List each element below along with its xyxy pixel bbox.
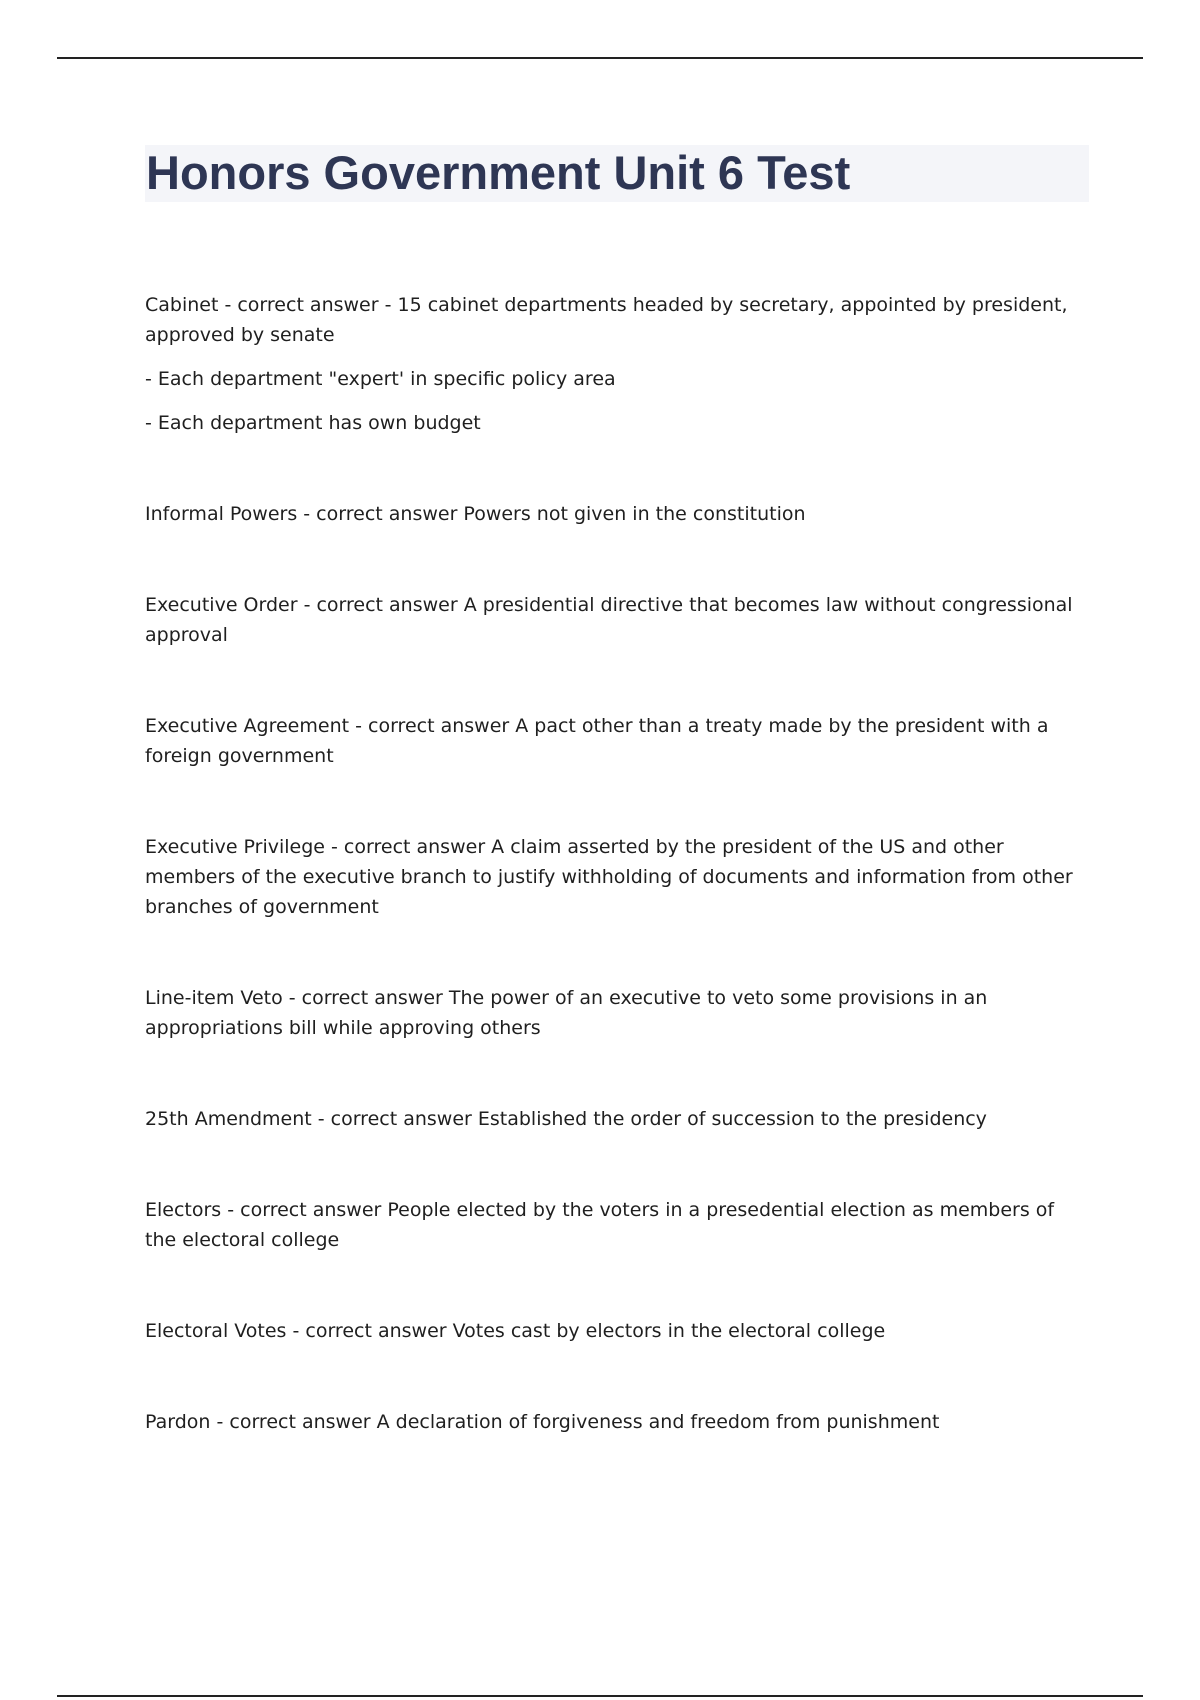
entry-executive-agreement — [145, 711, 1085, 771]
entry-text: Executive Privilege - correct answer A claim asserted by the president of the US and other members of the executive branch to justify withholding of documents and information from other branches of government — [145, 836, 1073, 918]
flashcard-list — [145, 290, 1085, 1437]
entry-executive-privilege — [145, 832, 1085, 922]
entry-text: Executive Agreement - correct answer A pact other than a treaty made by the president with a foreign government — [145, 715, 1049, 767]
entry-electors — [145, 1195, 1085, 1255]
entry-text: 25th Amendment - correct answer Established the order of succession to the presidency — [145, 1108, 987, 1130]
entry-text: Line-item Veto - correct answer The power of an executive to veto some provisions in an appropriations bill while approving others — [145, 987, 988, 1039]
entry-subitem: - Each department "expert' in specific policy area — [145, 368, 616, 390]
entry-executive-order — [145, 590, 1085, 650]
entry-25th-amendment — [145, 1104, 1085, 1134]
footer-rule — [57, 1695, 1143, 1697]
entry-text: Electoral Votes - correct answer Votes cast by electors in the electoral college — [145, 1320, 886, 1342]
entry-electoral-votes — [145, 1316, 1085, 1346]
entry-cabinet — [145, 290, 1085, 438]
entry-text: Executive Order - correct answer A presidential directive that becomes law without congressional approval — [145, 594, 1073, 646]
entry-text: Cabinet - correct answer - 15 cabinet departments headed by secretary, appointed by president, approved by senate — [145, 294, 1068, 346]
entry-pardon — [145, 1407, 1085, 1437]
header-rule — [57, 57, 1143, 59]
entry-text: Informal Powers - correct answer Powers not given in the constitution — [145, 503, 806, 525]
entry-subitem: - Each department has own budget — [145, 412, 481, 434]
entry-text: Electors - correct answer People elected by the voters in a presedential election as members of the electoral college — [145, 1199, 1055, 1251]
document-title: Honors Government Unit 6 Test — [146, 146, 851, 199]
entry-line-item-veto — [145, 983, 1085, 1043]
entry-informal-powers — [145, 499, 1085, 529]
entry-text: Pardon - correct answer A declaration of forgiveness and freedom from punishment — [145, 1411, 940, 1433]
